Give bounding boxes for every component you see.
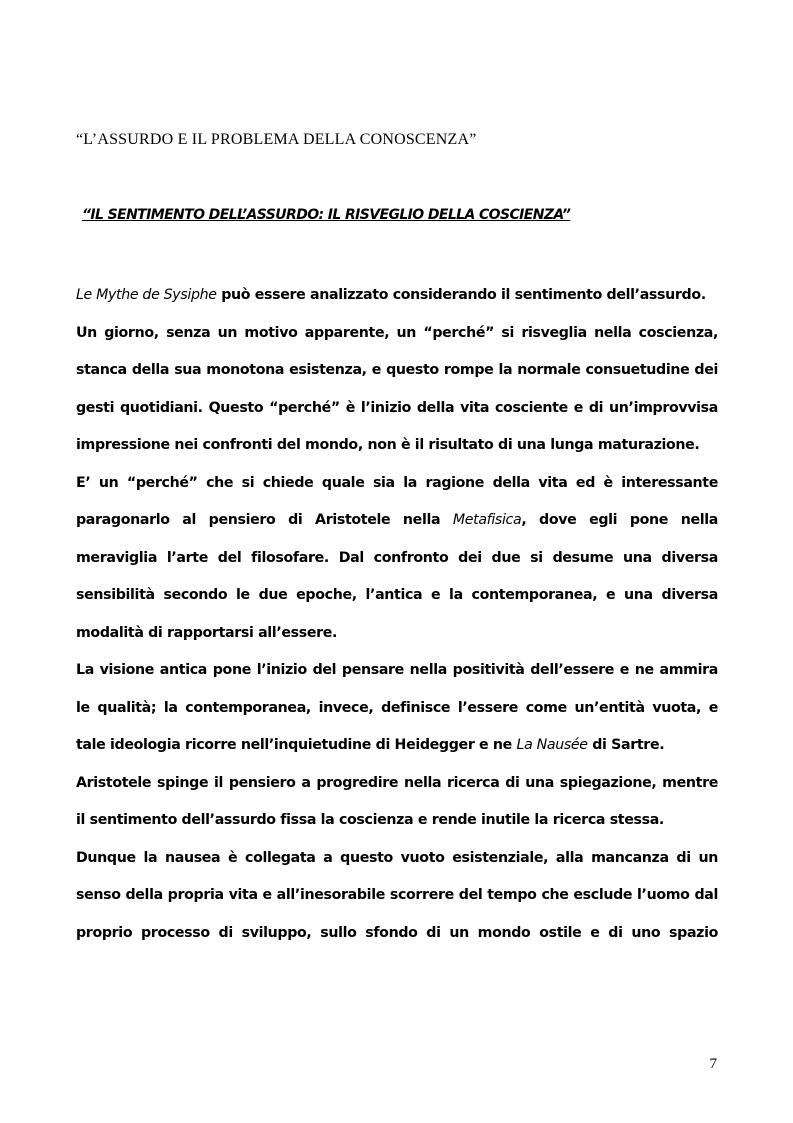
page-number: 7 <box>709 1056 717 1072</box>
work-title-la-nausee: La Nausée <box>516 737 588 753</box>
paragraph-3 <box>76 465 718 653</box>
paragraph-3-text-after: , dove egli pone nella meraviglia l’arte del filosofare. Dal confronto dei due si desume una diversa sensibilità secondo le due epoche, l’antica e la contemporanea, e una diversa modalità di rapportarsi all’essere. <box>76 512 718 641</box>
paragraph-4-text-after: di Sartre. <box>587 737 665 753</box>
paragraph-1 <box>76 277 718 315</box>
paragraph-4 <box>76 652 718 765</box>
work-title-metafisica: Metafisica <box>452 512 522 528</box>
book-title-mythe: Le Mythe de Sysiphe <box>76 287 217 303</box>
chapter-title: “L’ASSURDO E IL PROBLEMA DELLA CONOSCENZA” <box>76 131 477 148</box>
paragraph-1-text: può essere analizzato considerando il sentimento dell’assurdo. <box>216 287 706 303</box>
body-text <box>76 277 718 952</box>
section-title: “IL SENTIMENTO DELL’ASSURDO: IL RISVEGLIO DELLA COSCIENZA” <box>82 207 571 223</box>
paragraph-6: Dunque la nausea è collegata a questo vuoto esistenziale, alla mancanza di un senso della propria vita e all’inesorabile scorrere del tempo che esclude l’uomo dal proprio processo di sviluppo, sullo sfondo di un mondo ostile e di uno spazio <box>76 849 718 941</box>
paragraph-5: Aristotele spinge il pensiero a progredire nella ricerca di una spiegazione, mentre il sentimento dell’assurdo fissa la coscienza e rende inutile la ricerca stessa. <box>76 774 718 828</box>
paragraph-4-text-before: La visione antica pone l’inizio del pensare nella positività dell’essere e ne ammira le qualità; la contemporanea, invece, definisce l’essere come un’entità vuota, e tale ideologia ricorre nell’inquietudine di Heidegger e ne <box>76 662 718 753</box>
paragraph-3-text-before: E’ un “perché” che si chiede quale sia la ragione della vita ed è interessante paragonarlo al pensiero di Aristotele nella <box>76 474 718 528</box>
paragraph-2: Un giorno, senza un motivo apparente, un “perché” si risveglia nella coscienza, stanca della sua monotona esistenza, e questo rompe la normale consuetudine dei gesti quotidiani. Questo “perché” è l’inizio della vita cosciente e di un’improvvisa impressione nei confronti del mondo, non è il risultato di una lunga maturazione. <box>76 324 718 453</box>
